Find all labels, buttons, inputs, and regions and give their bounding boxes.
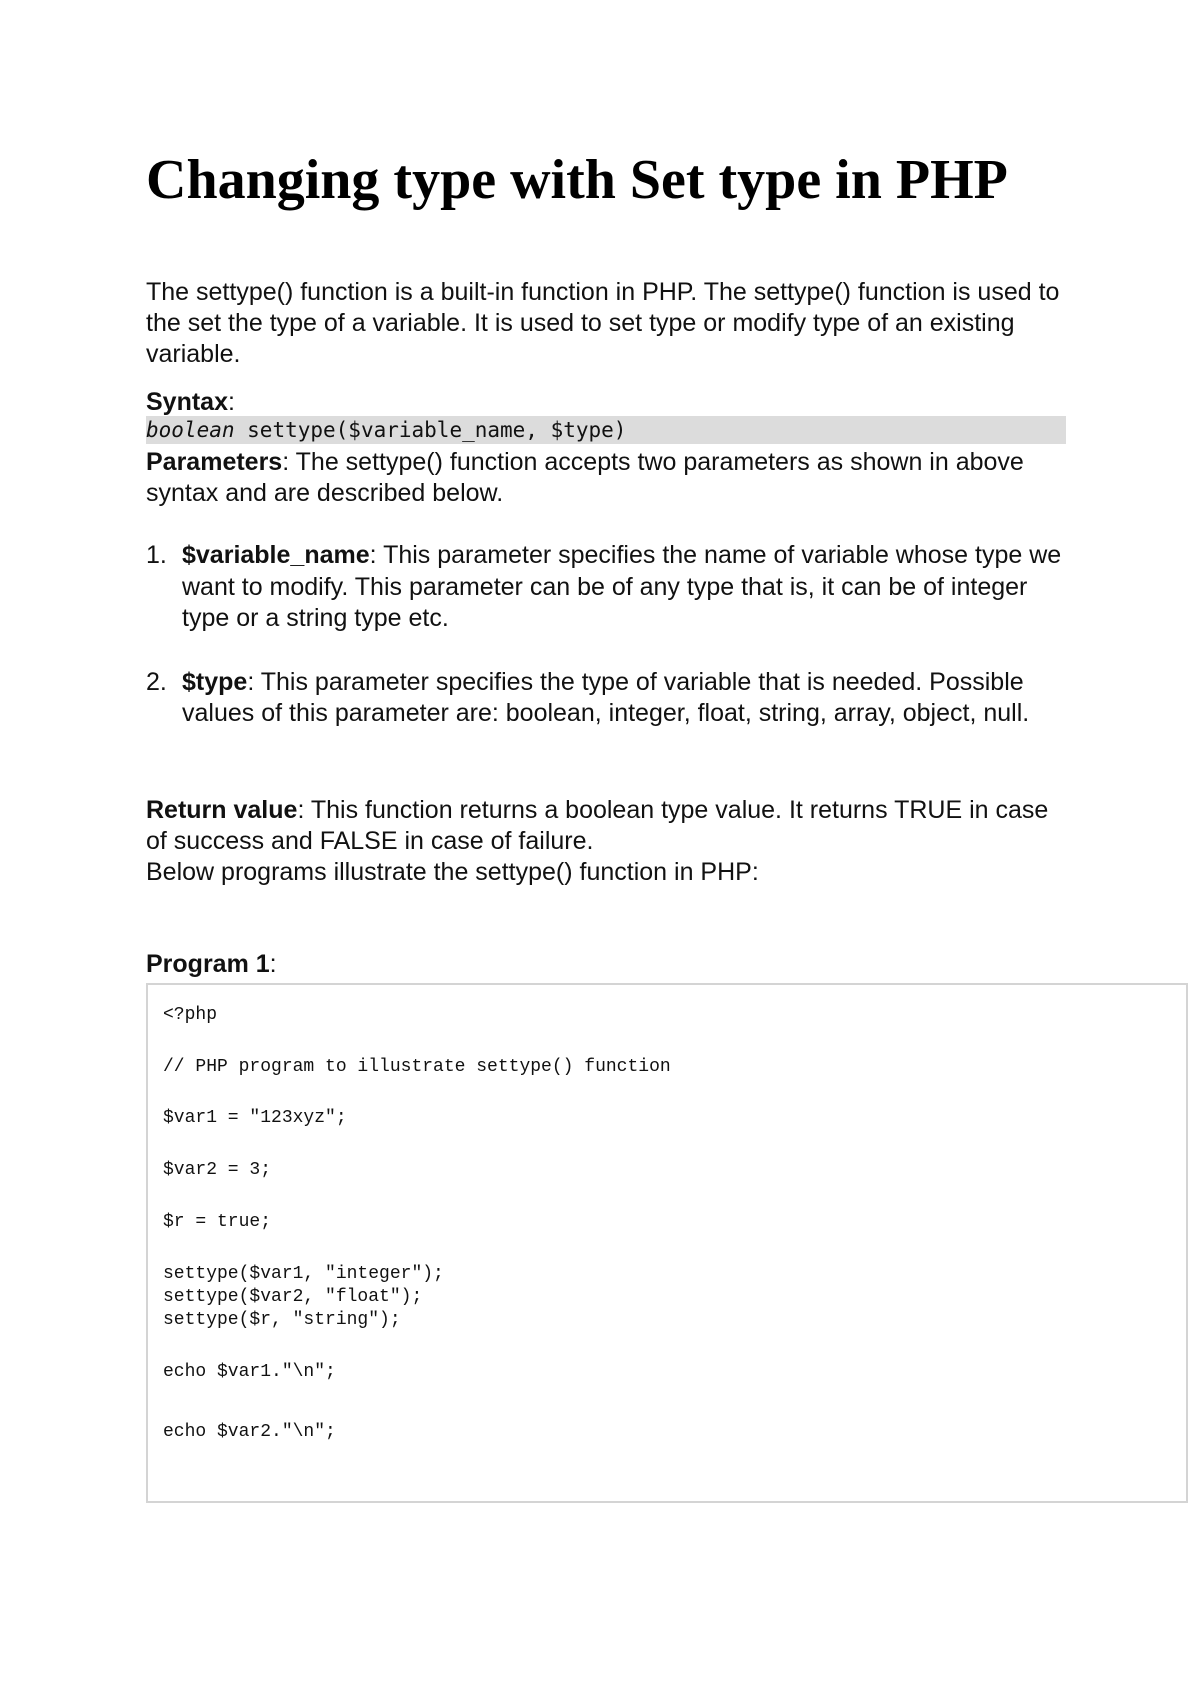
page-title: Changing type with Set type in PHP: [146, 149, 1008, 211]
list-item: [146, 540, 1066, 635]
list-item: [146, 667, 1066, 730]
programs-intro: Below programs illustrate the settype() function in PHP:: [146, 858, 759, 886]
syntax-heading: [146, 387, 235, 418]
program-heading: [146, 949, 277, 980]
return-value-label: Return value: [146, 796, 298, 824]
code-line: settype($r, "string");: [163, 1310, 401, 1330]
program-label: Program 1: [146, 950, 270, 978]
code-line: settype($var1, "integer");: [163, 1264, 444, 1284]
parameter-list: [146, 540, 1066, 762]
syntax-colon: :: [227, 388, 235, 416]
code-line: echo $var2."\n";: [163, 1422, 336, 1442]
code-line: echo $var1."\n";: [163, 1362, 336, 1382]
parameters-label: Parameters: [146, 448, 283, 476]
return-value-text: : This function returns a boolean type value. It returns TRUE in case of success and FALSE in case of failure.: [146, 796, 1049, 855]
intro-paragraph: The settype() function is a built-in function in PHP. The settype() function is used to the set the type of a variable. It is used to set type or modify type of an existing variable.: [146, 278, 1060, 368]
parameter-description: : This parameter specifies the type of variable that is needed. Possible values of this parameter are: boolean, integer, float, string, array, object, null.: [182, 667, 1030, 727]
list-item-number: 2.: [146, 667, 167, 696]
syntax-signature: settype($variable_name, $type): [234, 418, 627, 442]
code-line: <?php: [163, 1005, 218, 1025]
return-value-paragraph: [146, 795, 1066, 888]
syntax-label: Syntax: [146, 388, 228, 416]
syntax-return-type: boolean: [146, 418, 235, 442]
parameter-name: $variable_name: [182, 541, 370, 569]
parameters-text: : The settype() function accepts two parameters as shown in above syntax and are described below.: [146, 448, 1024, 507]
parameters-paragraph: [146, 447, 1066, 509]
program-colon: :: [269, 950, 277, 978]
code-line: $r = true;: [163, 1212, 272, 1232]
syntax-code-block: [146, 416, 1066, 444]
code-line: settype($var2, "float");: [163, 1287, 423, 1307]
code-line: $var2 = 3;: [163, 1160, 272, 1180]
code-line: // PHP program to illustrate settype() function: [163, 1057, 671, 1077]
list-item-number: 1.: [146, 541, 167, 569]
code-line: $var1 = "123xyz";: [163, 1108, 347, 1128]
parameter-description: : This parameter specifies the name of variable whose type we want to modify. This parameter can be of any type that is, it can be of integer type or a string type etc.: [182, 541, 1062, 632]
parameter-name: $type: [182, 667, 248, 696]
code-block: [146, 983, 1188, 1503]
